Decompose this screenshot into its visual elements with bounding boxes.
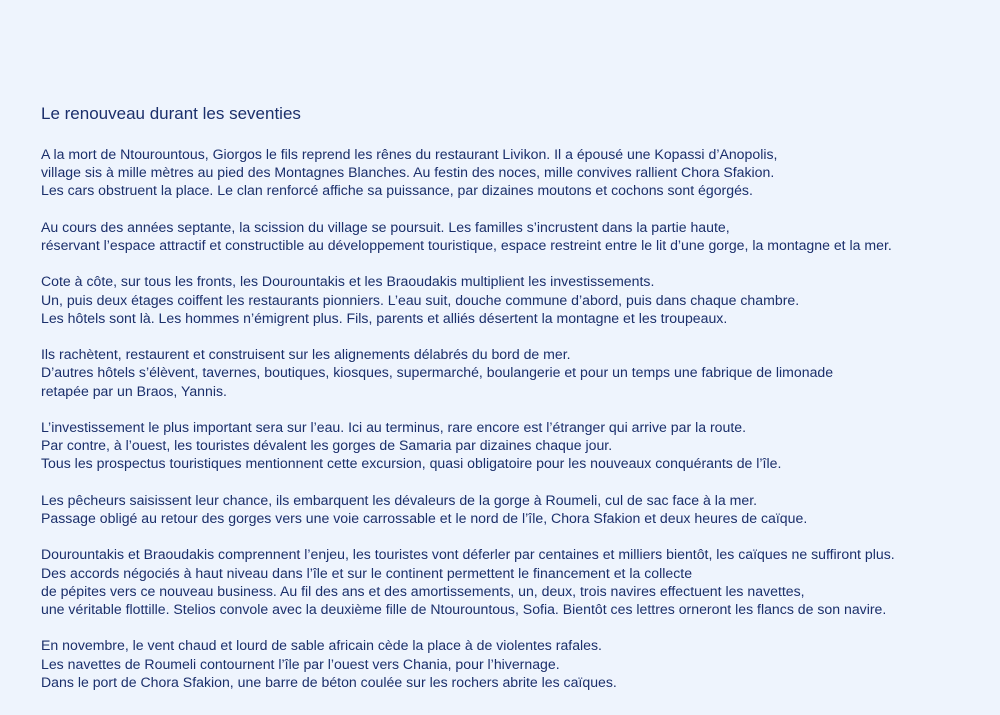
text-line: Dourountakis et Braoudakis comprennent l’enjeu, les touristes vont déferler par centaines et milliers bientôt, les caïques ne suffiront plus.: [41, 546, 895, 563]
paragraph-7: [41, 545, 991, 618]
text-line: A la mort de Ntourountous, Giorgos le fils reprend les rênes du restaurant Livikon. Il a épousé une Kopassi d’Anopolis,: [41, 146, 778, 162]
page-title: Le renouveau durant les seventies: [41, 104, 301, 123]
text-line: Les hôtels sont là. Les hommes n’émigrent plus. Fils, parents et alliés désertent la montagne et les troupeaux.: [41, 309, 728, 326]
paragraph-5: [41, 418, 991, 473]
text-line: Les cars obstruent la place. Le clan renforcé affiche sa puissance, par dizaines moutons et cochons sont égorgés.: [41, 182, 753, 199]
text-line: Un, puis deux étages coiffent les restaurants pionniers. L’eau suit, douche commune d’abord, puis dans chaque chambre.: [41, 291, 800, 308]
paragraph-3: [41, 272, 991, 327]
text-line: Cote à côte, sur tous les fronts, les Dourountakis et les Braoudakis multiplient les investissements.: [41, 273, 655, 290]
text-line: de pépites vers ce nouveau business. Au fil des ans et des amortissements, un, deux, trois navires effectuent les navettes,: [41, 582, 805, 599]
text-line: village sis à mille mètres au pied des Montagnes Blanches. Au festin des noces, mille convives rallient Chora Sfakion.: [41, 164, 775, 181]
text-line: réservant l’espace attractif et constructible au développement touristique, espace restreint entre le lit d’une gorge, la montagne et la mer.: [41, 237, 892, 253]
text-line: Ils rachètent, restaurent et construisent sur les alignements délabrés du bord de mer.: [41, 346, 571, 363]
paragraph-2: [41, 218, 991, 254]
text-line: retapée par un Braos, Yannis.: [41, 382, 227, 399]
text-line: D’autres hôtels s’élèvent, tavernes, boutiques, kiosques, supermarché, boulangerie et pour un temps une fabrique de limonade: [41, 364, 834, 381]
text-line: Au cours des années septante, la scission du village se poursuit. Les familles s’incrustent dans la partie haute,: [41, 218, 730, 235]
paragraph-4: [41, 345, 991, 400]
text-line: une véritable flottille. Stelios convole avec la deuxième fille de Ntourountous, Sofia. Bientôt ces lettres orneront les flancs de son navire.: [41, 600, 887, 617]
text-line: Des accords négociés à haut niveau dans l’île et sur le continent permettent le financement et la collecte: [41, 564, 693, 581]
text-line: En novembre, le vent chaud et lourd de sable africain cède la place à de violentes rafales.: [41, 637, 602, 654]
paragraph-6: [41, 491, 991, 527]
text-line: Passage obligé au retour des gorges vers une voie carrossable et le nord de l’île, Chora Sfakion et deux heures de caïque.: [41, 509, 808, 526]
paragraph-8: [41, 636, 991, 691]
text-line: Les navettes de Roumeli contournent l’île par l’ouest vers Chania, pour l’hivernage.: [41, 655, 560, 672]
document-body: [41, 145, 991, 709]
text-line: Les pêcheurs saisissent leur chance, ils embarquent les dévaleurs de la gorge à Roumeli, cul de sac face à la mer.: [41, 491, 758, 508]
text-line: Tous les prospectus touristiques mentionnent cette excursion, quasi obligatoire pour les nouveaux conquérants de l’île.: [41, 455, 782, 472]
paragraph-1: [41, 145, 991, 200]
text-line: Par contre, à l’ouest, les touristes dévalent les gorges de Samaria par dizaines chaque jour.: [41, 437, 613, 454]
text-line: Dans le port de Chora Sfakion, une barre de béton coulée sur les rochers abrite les caïques.: [41, 673, 617, 690]
text-line: L’investissement le plus important sera sur l’eau. Ici au terminus, rare encore est l’étranger qui arrive par la route.: [41, 418, 747, 435]
